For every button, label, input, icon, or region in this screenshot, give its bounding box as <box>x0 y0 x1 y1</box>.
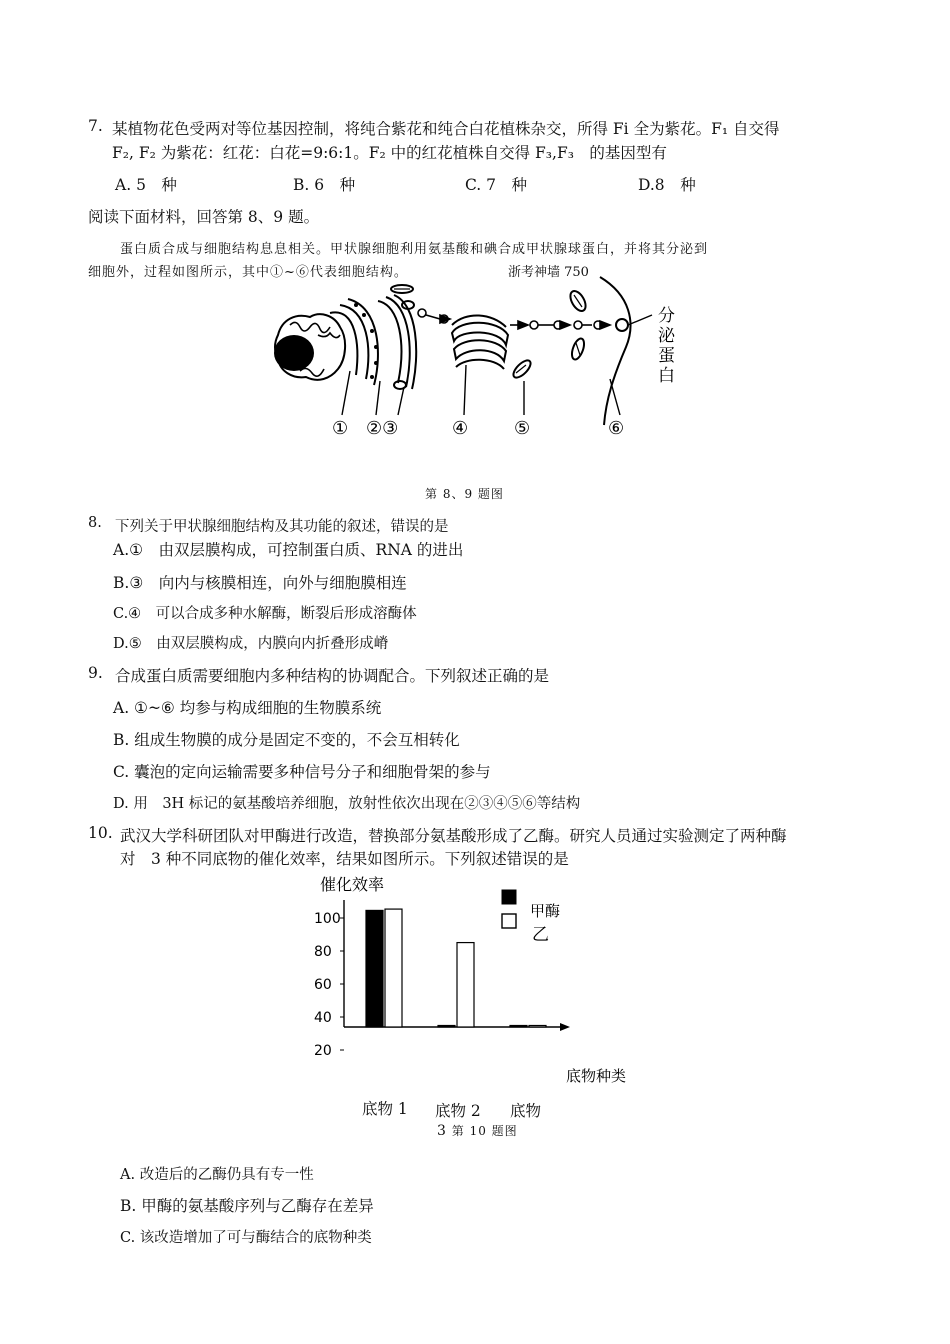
bar-series1-cat2 <box>438 1026 455 1028</box>
secreted-protein-label-2: 泌 <box>658 326 675 346</box>
q8-option-b: B.③ 向内与核膜相连，向外与细胞膜相连 <box>113 574 407 592</box>
diagram-label-23: ②③ <box>366 418 399 439</box>
q9-option-a: A. ①~⑥ 均参与构成细胞的生物膜系统 <box>113 699 382 717</box>
q10-option-b: B. 甲酶的氨基酸序列与乙酶存在差异 <box>120 1197 374 1215</box>
y-tick-label: 40 <box>314 1010 332 1026</box>
chart-xlabel: 底物种类 <box>566 1067 627 1085</box>
secreted-protein-label-3: 蛋 <box>658 346 675 366</box>
q9-option-c: C. 囊泡的定向运输需要多种信号分子和细胞骨架的参与 <box>113 763 491 781</box>
q10-number: 10. <box>88 824 113 842</box>
bar-series1-cat3 <box>510 1026 527 1028</box>
catalytic-efficiency-chart <box>300 870 660 1090</box>
q9-stem: 合成蛋白质需要细胞内多种结构的协调配合。下列叙述正确的是 <box>115 667 550 685</box>
legend-label-yi: 乙 <box>532 925 549 945</box>
legend-swatch-yi <box>502 914 516 928</box>
rough-er-structure <box>330 299 378 385</box>
nucleus-structure <box>274 314 345 380</box>
q7-option-a: A. 5 种 <box>115 176 177 194</box>
q7-option-b: B. 6 种 <box>293 176 356 194</box>
secretion-diagram <box>260 275 700 445</box>
golgi-structure <box>452 315 508 369</box>
y-tick-label: 100 <box>314 911 341 927</box>
q7-option-c: C. 7 种 <box>465 176 528 194</box>
legend-swatch-jiamei <box>502 890 516 904</box>
secreted-protein-label-4: 白 <box>658 366 675 386</box>
material-line1: 蛋白质合成与细胞结构息息相关。甲状腺细胞利用氨基酸和碘合成甲状腺球蛋白，并将其分泌到 <box>120 242 709 257</box>
bar-series2-cat2 <box>457 943 474 1027</box>
category-label-2: 底物 2 <box>435 1102 481 1120</box>
vesicle-arrows-1 <box>418 309 450 323</box>
y-tick-label: 80 <box>314 944 332 960</box>
q7-number: 7. <box>88 117 103 135</box>
q10-option-a: A. 改造后的乙酶仍具有专一性 <box>120 1167 314 1183</box>
q9-option-b: B. 组成生物膜的成分是固定不变的，不会互相转化 <box>113 731 460 749</box>
q7-option-d: D.8 种 <box>638 176 696 194</box>
legend-label-jiamei: 甲酶 <box>530 902 561 920</box>
material-intro: 阅读下面材料，回答第 8、9 题。 <box>88 208 320 226</box>
bar-series2-cat1 <box>385 909 402 1027</box>
q9-option-d: D. 用 3H 标记的氨基酸培养细胞，放射性依次出现在②③④⑤⑥等结构 <box>113 796 581 812</box>
y-tick-label: 60 <box>314 977 332 993</box>
bar-series1-cat1 <box>366 910 383 1027</box>
bar-series2-cat3 <box>529 1026 546 1028</box>
material-watermark: 浙考神墙 750 <box>508 265 589 280</box>
q8-option-c: C.④ 可以合成多种水解酶，断裂后形成溶酶体 <box>113 606 417 622</box>
material-line2: 细胞外，过程如图所示，其中①~⑥代表细胞结构。 <box>88 265 408 280</box>
category-label-1: 底物 1 <box>362 1100 408 1118</box>
q8-number: 8. <box>88 515 102 531</box>
secreted-protein-label-1: 分 <box>658 306 675 326</box>
q10-stem-line2: 对 3 种不同底物的催化效率，结果如图所示。下列叙述错误的是 <box>120 850 569 868</box>
figure2-caption: 3 第 10 题图 <box>437 1123 518 1139</box>
diagram-label-6: ⑥ <box>608 418 625 439</box>
q10-stem-line1: 武汉大学科研团队对甲酶进行改造，替换部分氨基酸形成了乙酶。研究人员通过实验测定了两种酶 <box>120 827 787 845</box>
cell-membrane <box>600 277 630 425</box>
diagram-label-1: ① <box>332 418 349 439</box>
secreting-vesicle <box>616 319 628 331</box>
diagram-label-5: ⑤ <box>514 418 531 439</box>
q8-option-a: A.① 由双层膜构成，可控制蛋白质、RNA 的进出 <box>113 541 464 559</box>
q7-stem-line1: 某植物花色受两对等位基因控制，将纯合紫花和纯合白花植株杂交，所得 Fi 全为紫花。F₁ 自交得 <box>112 120 780 138</box>
mitochondria-structures <box>511 288 589 380</box>
y-tick-label: 20 <box>314 1043 332 1059</box>
q7-stem-line2: F₂, F₂ 为紫花：红花：白花=9:6:1。F₂ 中的红花植株自交得 F₃,F₃ 的基因型有 <box>112 144 667 162</box>
er-golgi-stack <box>378 295 416 389</box>
chart-ylabel: 催化效率 <box>320 875 385 894</box>
q9-number: 9. <box>88 664 103 682</box>
vesicle-arrows-2 <box>510 321 610 329</box>
q10-option-c: C. 该改造增加了可与酶结合的底物种类 <box>120 1230 372 1246</box>
q8-stem: 下列关于甲状腺细胞结构及其功能的叙述，错误的是 <box>115 519 449 535</box>
figure1-caption: 第 8、9 题图 <box>425 487 504 501</box>
x-axis-arrow <box>560 1023 570 1031</box>
category-label-3: 底物 <box>510 1102 542 1120</box>
diagram-label-4: ④ <box>452 418 469 439</box>
q8-option-d: D.⑤ 由双层膜构成，内膜向内折叠形成嵴 <box>113 636 389 652</box>
